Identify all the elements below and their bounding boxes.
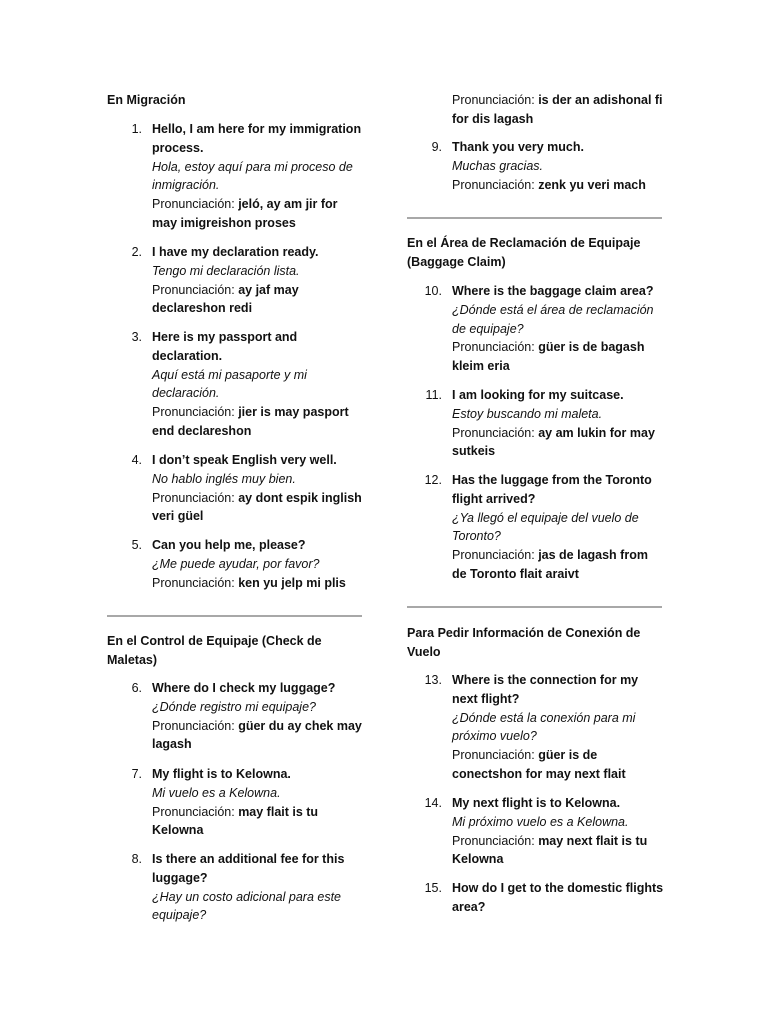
spanish-translation: ¿Me puede ayudar, por favor? <box>152 556 320 571</box>
pronunciation-label: Pronunciación: <box>152 405 235 420</box>
spanish-translation: Tengo mi declaración lista. <box>152 263 300 278</box>
section-heading-control: En el Control de Equipaje (Check de Maletas) <box>107 634 322 667</box>
pronunciation <box>452 546 665 584</box>
english-phrase: I don’t speak English very well. <box>152 453 337 467</box>
pronunciation <box>452 746 665 784</box>
pronunciation-label: Pronunciación: <box>152 575 235 590</box>
english-phrase: Can you help me, please? <box>152 538 306 552</box>
pronunciation-label: Pronunciación: <box>152 804 235 819</box>
list-item <box>107 328 365 441</box>
pronunciation <box>452 91 665 129</box>
english-phrase: Hello, I am here for my immigration process. <box>152 122 362 155</box>
pronunciation <box>152 195 365 233</box>
english-phrase: My flight is to Kelowna. <box>152 767 291 781</box>
pronunciation-label: Pronunciación: <box>452 548 535 563</box>
pronunciation <box>452 832 665 870</box>
spanish-translation: ¿Hay un costo adicional para este equipaje? <box>152 889 341 923</box>
pronunciation <box>152 803 365 841</box>
spanish-translation: Muchas gracias. <box>452 158 544 173</box>
pronunciation-label: Pronunciación: <box>452 425 535 440</box>
section-heading-migracion: En Migración <box>107 93 186 107</box>
list-item <box>407 471 665 584</box>
spanish-translation: ¿Dónde está el área de reclamación de equipaje? <box>452 302 654 336</box>
section-heading-reclamacion: En el Área de Reclamación de Equipaje (Baggage Claim) <box>407 236 641 269</box>
item-number: 9. <box>431 140 442 154</box>
spanish-translation: ¿Ya llegó el equipaje del vuelo de Toronto? <box>452 510 639 544</box>
spanish-translation: Aquí está mi pasaporte y mi declaración. <box>152 367 307 401</box>
item-number: 13. <box>424 673 442 687</box>
pronunciation-text: güer is de conectshon for may next flait <box>452 748 626 781</box>
list-item <box>107 536 365 592</box>
pronunciation <box>152 717 365 755</box>
pronunciation-label: Pronunciación: <box>152 197 235 212</box>
english-phrase: Where is the connection for my next flight? <box>452 673 639 706</box>
pronunciation-label: Pronunciación: <box>452 177 535 192</box>
list-item <box>407 671 665 784</box>
section-heading-conexion: Para Pedir Información de Conexión de Vuelo <box>407 626 641 659</box>
english-phrase: Thank you very much. <box>452 140 584 154</box>
list-item <box>107 765 365 840</box>
list-item <box>407 138 665 194</box>
section-divider <box>107 615 362 617</box>
pronunciation-text: güer du ay chek may lagash <box>152 718 362 752</box>
english-phrase: Has the luggage from the Toronto flight arrived? <box>452 473 652 506</box>
english-phrase: Where do I check my luggage? <box>152 681 336 695</box>
list-item <box>107 850 365 925</box>
spanish-translation: ¿Dónde está la conexión para mi próximo vuelo? <box>452 710 636 744</box>
list-item <box>107 679 365 754</box>
list-item <box>107 451 365 526</box>
pronunciation <box>452 338 665 376</box>
list-item <box>407 794 665 869</box>
item-number: 6. <box>131 681 142 695</box>
item-number: 8. <box>131 852 142 866</box>
pronunciation-label: Pronunciación: <box>452 748 535 763</box>
spanish-translation: Estoy buscando mi maleta. <box>452 406 603 421</box>
pronunciation-text: ay dont espik inglish veri güel <box>152 490 362 524</box>
pronunciation-text: ay jaf may declareshon redi <box>152 282 299 316</box>
list-item <box>107 243 365 318</box>
spanish-translation: ¿Dónde registro mi equipaje? <box>152 699 316 714</box>
spanish-translation: Mi próximo vuelo es a Kelowna. <box>452 814 629 829</box>
pronunciation-text: jeló, ay am jir for may imigreishon proses <box>152 197 338 230</box>
pronunciation <box>452 424 665 462</box>
pronunciation-text: ay am lukin for may sutkeis <box>452 425 655 459</box>
pronunciation <box>152 281 365 319</box>
item-number: 4. <box>131 453 142 467</box>
item-number: 11. <box>425 388 442 402</box>
pronunciation-label: Pronunciación: <box>452 340 535 355</box>
list-item <box>407 282 665 376</box>
item-number: 1. <box>131 122 142 136</box>
list-item <box>407 879 665 917</box>
spanish-translation: Mi vuelo es a Kelowna. <box>152 785 281 800</box>
item-number: 10. <box>424 284 442 298</box>
english-phrase: How do I get to the domestic flights area? <box>452 881 664 914</box>
item-number: 12. <box>424 473 442 487</box>
section-divider <box>407 217 662 219</box>
english-phrase: Is there an additional fee for this luggage? <box>152 852 345 885</box>
pronunciation-label: Pronunciación: <box>452 93 535 107</box>
english-phrase: Here is my passport and declaration. <box>152 330 298 363</box>
pronunciation-text: zenk yu veri mach <box>538 177 646 192</box>
pronunciation-text: is der an adishonal fi for dis lagash <box>452 93 663 126</box>
spanish-translation: Hola, estoy aquí para mi proceso de inmigración. <box>152 159 353 193</box>
pronunciation-label: Pronunciación: <box>452 833 535 848</box>
pronunciation-label: Pronunciación: <box>152 718 235 733</box>
spanish-translation: No hablo inglés muy bien. <box>152 471 296 486</box>
pronunciation-text: jier is may pasport end declareshon <box>152 405 349 438</box>
english-phrase: I am looking for my suitcase. <box>452 388 624 402</box>
pronunciation-text: güer is de bagash kleim eria <box>452 340 645 374</box>
pronunciation-text: jas de lagash from de Toronto flait araivt <box>452 548 648 581</box>
pronunciation-text: may flait is tu Kelowna <box>152 804 319 838</box>
pronunciation <box>452 176 665 195</box>
pronunciation <box>152 403 365 441</box>
pronunciation-label: Pronunciación: <box>152 282 235 297</box>
list-item <box>107 120 365 233</box>
section-divider <box>407 606 662 608</box>
english-phrase: I have my declaration ready. <box>152 245 319 259</box>
item-number: 15. <box>424 881 442 895</box>
item-number: 14. <box>424 796 442 810</box>
pronunciation-text: ken yu jelp mi plis <box>238 575 346 590</box>
item-number: 5. <box>131 538 142 552</box>
list-item <box>407 386 665 461</box>
english-phrase: My next flight is to Kelowna. <box>452 796 621 810</box>
english-phrase: Where is the baggage claim area? <box>452 284 654 298</box>
pronunciation <box>152 574 365 593</box>
item-number: 3. <box>131 330 142 344</box>
item-number: 2. <box>131 245 142 259</box>
item-number: 7. <box>131 767 142 781</box>
pronunciation <box>152 489 365 527</box>
pronunciation-label: Pronunciación: <box>152 490 235 505</box>
list-item-continued <box>407 91 665 129</box>
pronunciation-text: may next flait is tu Kelowna <box>452 833 648 867</box>
